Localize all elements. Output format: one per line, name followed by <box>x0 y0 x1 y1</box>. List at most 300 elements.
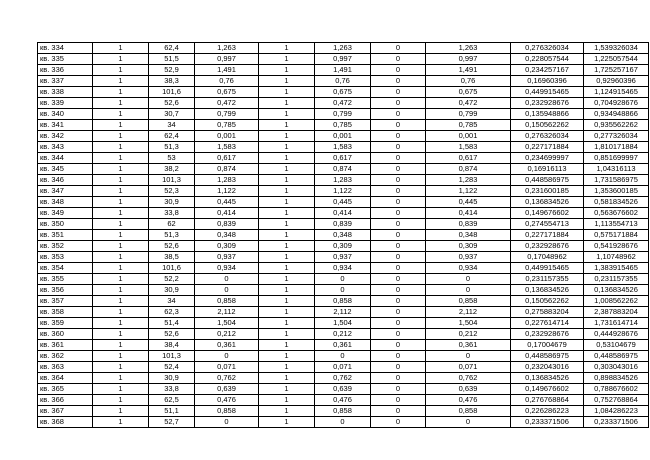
cell-grand-total: 0,444928676 <box>584 329 649 340</box>
cell-grand-total: 1,810171884 <box>584 142 649 153</box>
cell-area: 62,4 <box>149 131 195 142</box>
cell-count: 1 <box>93 197 149 208</box>
cell-share: 0,231157355 <box>511 274 584 285</box>
table-row <box>38 54 649 65</box>
cell-value-b: 0,762 <box>315 373 371 384</box>
cell-extra: 0 <box>371 76 426 87</box>
cell-count: 1 <box>93 241 149 252</box>
cell-grand-total: 1,10748962 <box>584 252 649 263</box>
cell-value-a: 1,491 <box>195 65 259 76</box>
cell-value-a: 1,504 <box>195 318 259 329</box>
cell-grand-total: 0,934948866 <box>584 109 649 120</box>
table-row <box>38 164 649 175</box>
cell-apartment: кв. 368 <box>38 417 93 428</box>
cell-total-a: 0,071 <box>426 362 511 373</box>
cell-extra: 0 <box>371 318 426 329</box>
cell-extra: 0 <box>371 186 426 197</box>
cell-extra: 0 <box>371 142 426 153</box>
cell-factor: 1 <box>259 208 315 219</box>
cell-count: 1 <box>93 164 149 175</box>
cell-total-a: 1,283 <box>426 175 511 186</box>
cell-share: 0,227171884 <box>511 142 584 153</box>
cell-apartment: кв. 350 <box>38 219 93 230</box>
cell-value-b: 0,937 <box>315 252 371 263</box>
cell-value-a: 0,937 <box>195 252 259 263</box>
cell-factor: 1 <box>259 296 315 307</box>
cell-factor: 1 <box>259 417 315 428</box>
cell-extra: 0 <box>371 384 426 395</box>
cell-apartment: кв. 353 <box>38 252 93 263</box>
cell-share: 0,228057544 <box>511 54 584 65</box>
table-body <box>38 43 649 428</box>
cell-extra: 0 <box>371 120 426 131</box>
cell-value-a: 0,785 <box>195 120 259 131</box>
cell-count: 1 <box>93 417 149 428</box>
cell-apartment: кв. 351 <box>38 230 93 241</box>
cell-grand-total: 1,725257167 <box>584 65 649 76</box>
cell-total-a: 0,639 <box>426 384 511 395</box>
cell-share: 0,232928676 <box>511 329 584 340</box>
table-row <box>38 351 649 362</box>
cell-share: 0,234257167 <box>511 65 584 76</box>
cell-factor: 1 <box>259 241 315 252</box>
cell-area: 52,7 <box>149 417 195 428</box>
cell-value-b: 0,858 <box>315 296 371 307</box>
cell-area: 30,9 <box>149 373 195 384</box>
cell-total-a: 0,858 <box>426 406 511 417</box>
cell-area: 51,1 <box>149 406 195 417</box>
cell-apartment: кв. 349 <box>38 208 93 219</box>
cell-grand-total: 0,53104679 <box>584 340 649 351</box>
cell-share: 0,276326034 <box>511 43 584 54</box>
cell-extra: 0 <box>371 219 426 230</box>
cell-extra: 0 <box>371 43 426 54</box>
cell-apartment: кв. 363 <box>38 362 93 373</box>
cell-total-a: 0,858 <box>426 296 511 307</box>
cell-share: 0,227614714 <box>511 318 584 329</box>
cell-total-a: 0,997 <box>426 54 511 65</box>
cell-value-a: 0,839 <box>195 219 259 230</box>
cell-area: 62,3 <box>149 307 195 318</box>
cell-share: 0,275883204 <box>511 307 584 318</box>
cell-total-a: 0 <box>426 417 511 428</box>
cell-factor: 1 <box>259 186 315 197</box>
cell-count: 1 <box>93 65 149 76</box>
cell-total-a: 0,675 <box>426 87 511 98</box>
cell-share: 0,136834526 <box>511 197 584 208</box>
cell-area: 101,6 <box>149 263 195 274</box>
cell-total-a: 0,874 <box>426 164 511 175</box>
table-row <box>38 230 649 241</box>
cell-area: 101,6 <box>149 87 195 98</box>
cell-extra: 0 <box>371 197 426 208</box>
cell-share: 0,276768864 <box>511 395 584 406</box>
cell-count: 1 <box>93 307 149 318</box>
cell-apartment: кв. 356 <box>38 285 93 296</box>
cell-value-a: 1,122 <box>195 186 259 197</box>
cell-total-a: 0 <box>426 351 511 362</box>
cell-factor: 1 <box>259 318 315 329</box>
cell-value-b: 0,472 <box>315 98 371 109</box>
cell-factor: 1 <box>259 307 315 318</box>
cell-area: 34 <box>149 296 195 307</box>
cell-area: 30,9 <box>149 197 195 208</box>
cell-apartment: кв. 338 <box>38 87 93 98</box>
cell-grand-total: 1,225057544 <box>584 54 649 65</box>
cell-grand-total: 0,788676602 <box>584 384 649 395</box>
cell-count: 1 <box>93 131 149 142</box>
cell-area: 52,3 <box>149 186 195 197</box>
cell-count: 1 <box>93 153 149 164</box>
cell-value-a: 0,445 <box>195 197 259 208</box>
table-row <box>38 252 649 263</box>
cell-apartment: кв. 346 <box>38 175 93 186</box>
cell-value-b: 0 <box>315 274 371 285</box>
cell-share: 0,150562262 <box>511 120 584 131</box>
cell-share: 0,16916113 <box>511 164 584 175</box>
cell-factor: 1 <box>259 406 315 417</box>
cell-count: 1 <box>93 285 149 296</box>
cell-total-a: 0,001 <box>426 131 511 142</box>
cell-factor: 1 <box>259 164 315 175</box>
cell-grand-total: 1,084286223 <box>584 406 649 417</box>
cell-count: 1 <box>93 406 149 417</box>
cell-total-a: 0,476 <box>426 395 511 406</box>
cell-apartment: кв. 357 <box>38 296 93 307</box>
cell-apartment: кв. 336 <box>38 65 93 76</box>
cell-factor: 1 <box>259 153 315 164</box>
cell-share: 0,232043016 <box>511 362 584 373</box>
cell-extra: 0 <box>371 87 426 98</box>
cell-factor: 1 <box>259 43 315 54</box>
cell-count: 1 <box>93 274 149 285</box>
cell-share: 0,232928676 <box>511 241 584 252</box>
cell-area: 38,5 <box>149 252 195 263</box>
cell-area: 62 <box>149 219 195 230</box>
cell-grand-total: 0,575171884 <box>584 230 649 241</box>
cell-value-a: 1,263 <box>195 43 259 54</box>
cell-apartment: кв. 335 <box>38 54 93 65</box>
cell-extra: 0 <box>371 109 426 120</box>
cell-area: 38,2 <box>149 164 195 175</box>
cell-factor: 1 <box>259 362 315 373</box>
cell-area: 30,9 <box>149 285 195 296</box>
cell-total-a: 2,112 <box>426 307 511 318</box>
cell-total-a: 0,348 <box>426 230 511 241</box>
table-row <box>38 318 649 329</box>
cell-value-b: 0,858 <box>315 406 371 417</box>
cell-apartment: кв. 358 <box>38 307 93 318</box>
cell-factor: 1 <box>259 373 315 384</box>
cell-apartment: кв. 345 <box>38 164 93 175</box>
cell-total-a: 0 <box>426 285 511 296</box>
cell-grand-total: 0,581834526 <box>584 197 649 208</box>
cell-total-a: 0,309 <box>426 241 511 252</box>
table-row <box>38 120 649 131</box>
cell-area: 51,4 <box>149 318 195 329</box>
cell-factor: 1 <box>259 351 315 362</box>
cell-extra: 0 <box>371 153 426 164</box>
cell-value-b: 1,283 <box>315 175 371 186</box>
cell-area: 30,7 <box>149 109 195 120</box>
table-row <box>38 384 649 395</box>
cell-total-a: 0,839 <box>426 219 511 230</box>
cell-extra: 0 <box>371 351 426 362</box>
cell-area: 33,8 <box>149 208 195 219</box>
cell-value-a: 1,583 <box>195 142 259 153</box>
table-row <box>38 87 649 98</box>
table-row <box>38 329 649 340</box>
cell-extra: 0 <box>371 307 426 318</box>
cell-area: 52,2 <box>149 274 195 285</box>
cell-apartment: кв. 341 <box>38 120 93 131</box>
cell-extra: 0 <box>371 98 426 109</box>
cell-value-b: 0,445 <box>315 197 371 208</box>
cell-area: 51,3 <box>149 142 195 153</box>
cell-count: 1 <box>93 362 149 373</box>
cell-count: 1 <box>93 142 149 153</box>
cell-factor: 1 <box>259 285 315 296</box>
cell-area: 38,3 <box>149 76 195 87</box>
cell-total-a: 1,491 <box>426 65 511 76</box>
cell-share: 0,449915465 <box>511 263 584 274</box>
cell-share: 0,17048962 <box>511 252 584 263</box>
cell-value-b: 0,001 <box>315 131 371 142</box>
cell-total-a: 0,414 <box>426 208 511 219</box>
cell-total-a: 0,785 <box>426 120 511 131</box>
cell-total-a: 1,263 <box>426 43 511 54</box>
table-row <box>38 142 649 153</box>
cell-share: 0,16960396 <box>511 76 584 87</box>
cell-grand-total: 0,277326034 <box>584 131 649 142</box>
cell-extra: 0 <box>371 208 426 219</box>
cell-apartment: кв. 352 <box>38 241 93 252</box>
cell-factor: 1 <box>259 252 315 263</box>
table-row <box>38 43 649 54</box>
cell-apartment: кв. 339 <box>38 98 93 109</box>
cell-apartment: кв. 334 <box>38 43 93 54</box>
cell-value-a: 0,76 <box>195 76 259 87</box>
cell-count: 1 <box>93 43 149 54</box>
cell-share: 0,226286223 <box>511 406 584 417</box>
cell-apartment: кв. 342 <box>38 131 93 142</box>
cell-count: 1 <box>93 263 149 274</box>
cell-factor: 1 <box>259 340 315 351</box>
cell-extra: 0 <box>371 54 426 65</box>
cell-total-a: 0,445 <box>426 197 511 208</box>
cell-factor: 1 <box>259 109 315 120</box>
cell-grand-total: 1,383915465 <box>584 263 649 274</box>
cell-value-a: 0,617 <box>195 153 259 164</box>
table-row <box>38 296 649 307</box>
table-row <box>38 285 649 296</box>
cell-area: 62,5 <box>149 395 195 406</box>
cell-share: 0,135948866 <box>511 109 584 120</box>
cell-area: 52,6 <box>149 241 195 252</box>
cell-apartment: кв. 359 <box>38 318 93 329</box>
cell-value-b: 0,799 <box>315 109 371 120</box>
cell-factor: 1 <box>259 230 315 241</box>
table-row <box>38 153 649 164</box>
cell-share: 0,234699997 <box>511 153 584 164</box>
cell-factor: 1 <box>259 120 315 131</box>
cell-value-a: 0,874 <box>195 164 259 175</box>
cell-area: 53 <box>149 153 195 164</box>
cell-value-a: 0,858 <box>195 296 259 307</box>
cell-share: 0,232928676 <box>511 98 584 109</box>
table-row <box>38 307 649 318</box>
cell-value-b: 1,583 <box>315 142 371 153</box>
cell-value-b: 0,212 <box>315 329 371 340</box>
cell-share: 0,233371506 <box>511 417 584 428</box>
cell-grand-total: 1,124915465 <box>584 87 649 98</box>
cell-value-b: 0,617 <box>315 153 371 164</box>
cell-apartment: кв. 355 <box>38 274 93 285</box>
cell-grand-total: 1,539326034 <box>584 43 649 54</box>
table-row <box>38 131 649 142</box>
table-row <box>38 241 649 252</box>
table-row <box>38 208 649 219</box>
cell-extra: 0 <box>371 241 426 252</box>
cell-value-b: 0,309 <box>315 241 371 252</box>
cell-value-a: 0,476 <box>195 395 259 406</box>
cell-extra: 0 <box>371 274 426 285</box>
cell-value-a: 0,309 <box>195 241 259 252</box>
cell-value-a: 2,112 <box>195 307 259 318</box>
cell-count: 1 <box>93 109 149 120</box>
cell-factor: 1 <box>259 197 315 208</box>
cell-share: 0,150562262 <box>511 296 584 307</box>
table-row <box>38 417 649 428</box>
cell-grand-total: 0,935562262 <box>584 120 649 131</box>
cell-total-a: 0,799 <box>426 109 511 120</box>
cell-extra: 0 <box>371 252 426 263</box>
table-row <box>38 395 649 406</box>
cell-factor: 1 <box>259 219 315 230</box>
cell-grand-total: 0,563676602 <box>584 208 649 219</box>
cell-value-b: 0,997 <box>315 54 371 65</box>
cell-value-b: 1,263 <box>315 43 371 54</box>
cell-factor: 1 <box>259 263 315 274</box>
cell-total-a: 0,472 <box>426 98 511 109</box>
cell-factor: 1 <box>259 175 315 186</box>
cell-value-b: 0,476 <box>315 395 371 406</box>
cell-share: 0,17004679 <box>511 340 584 351</box>
cell-value-a: 0,997 <box>195 54 259 65</box>
cell-area: 51,5 <box>149 54 195 65</box>
cell-factor: 1 <box>259 54 315 65</box>
cell-apartment: кв. 348 <box>38 197 93 208</box>
cell-extra: 0 <box>371 395 426 406</box>
cell-total-a: 1,122 <box>426 186 511 197</box>
cell-share: 0,449915465 <box>511 87 584 98</box>
cell-value-a: 0,414 <box>195 208 259 219</box>
cell-value-b: 0,071 <box>315 362 371 373</box>
cell-grand-total: 0,233371506 <box>584 417 649 428</box>
cell-area: 51,3 <box>149 230 195 241</box>
cell-apartment: кв. 337 <box>38 76 93 87</box>
cell-count: 1 <box>93 186 149 197</box>
cell-area: 52,6 <box>149 329 195 340</box>
cell-value-b: 1,504 <box>315 318 371 329</box>
table-row <box>38 406 649 417</box>
cell-value-b: 0,675 <box>315 87 371 98</box>
table-row <box>38 175 649 186</box>
cell-share: 0,149676602 <box>511 384 584 395</box>
cell-grand-total: 0,136834526 <box>584 285 649 296</box>
cell-value-a: 0,639 <box>195 384 259 395</box>
table-row <box>38 76 649 87</box>
cell-share: 0,276326034 <box>511 131 584 142</box>
cell-value-b: 0 <box>315 285 371 296</box>
table-row <box>38 65 649 76</box>
cell-apartment: кв. 362 <box>38 351 93 362</box>
cell-value-b: 0,414 <box>315 208 371 219</box>
cell-count: 1 <box>93 318 149 329</box>
cell-apartment: кв. 344 <box>38 153 93 164</box>
cell-factor: 1 <box>259 274 315 285</box>
cell-grand-total: 0,541928676 <box>584 241 649 252</box>
cell-total-a: 0,937 <box>426 252 511 263</box>
cell-extra: 0 <box>371 285 426 296</box>
cell-value-b: 0,76 <box>315 76 371 87</box>
cell-grand-total: 0,231157355 <box>584 274 649 285</box>
cell-value-b: 2,112 <box>315 307 371 318</box>
cell-factor: 1 <box>259 76 315 87</box>
cell-grand-total: 1,731614714 <box>584 318 649 329</box>
cell-count: 1 <box>93 208 149 219</box>
cell-extra: 0 <box>371 406 426 417</box>
cell-value-a: 0,858 <box>195 406 259 417</box>
cell-count: 1 <box>93 329 149 340</box>
cell-factor: 1 <box>259 142 315 153</box>
cell-grand-total: 2,387883204 <box>584 307 649 318</box>
cell-value-b: 1,122 <box>315 186 371 197</box>
cell-extra: 0 <box>371 373 426 384</box>
cell-factor: 1 <box>259 131 315 142</box>
table-row <box>38 340 649 351</box>
cell-grand-total: 0,704928676 <box>584 98 649 109</box>
cell-count: 1 <box>93 54 149 65</box>
cell-extra: 0 <box>371 230 426 241</box>
cell-grand-total: 0,752768864 <box>584 395 649 406</box>
cell-count: 1 <box>93 351 149 362</box>
cell-grand-total: 1,04316113 <box>584 164 649 175</box>
cell-apartment: кв. 361 <box>38 340 93 351</box>
cell-extra: 0 <box>371 296 426 307</box>
cell-grand-total: 1,731586975 <box>584 175 649 186</box>
cell-area: 62,4 <box>149 43 195 54</box>
cell-value-a: 0,348 <box>195 230 259 241</box>
cell-value-b: 0,839 <box>315 219 371 230</box>
cell-value-a: 0 <box>195 417 259 428</box>
cell-apartment: кв. 354 <box>38 263 93 274</box>
table-row <box>38 274 649 285</box>
table-row <box>38 263 649 274</box>
cell-value-a: 1,283 <box>195 175 259 186</box>
cell-share: 0,227171884 <box>511 230 584 241</box>
cell-apartment: кв. 360 <box>38 329 93 340</box>
cell-share: 0,136834526 <box>511 285 584 296</box>
cell-factor: 1 <box>259 65 315 76</box>
cell-value-b: 0,361 <box>315 340 371 351</box>
cell-count: 1 <box>93 219 149 230</box>
cell-value-a: 0,762 <box>195 373 259 384</box>
cell-total-a: 0 <box>426 274 511 285</box>
table-row <box>38 197 649 208</box>
cell-extra: 0 <box>371 263 426 274</box>
cell-area: 52,4 <box>149 362 195 373</box>
